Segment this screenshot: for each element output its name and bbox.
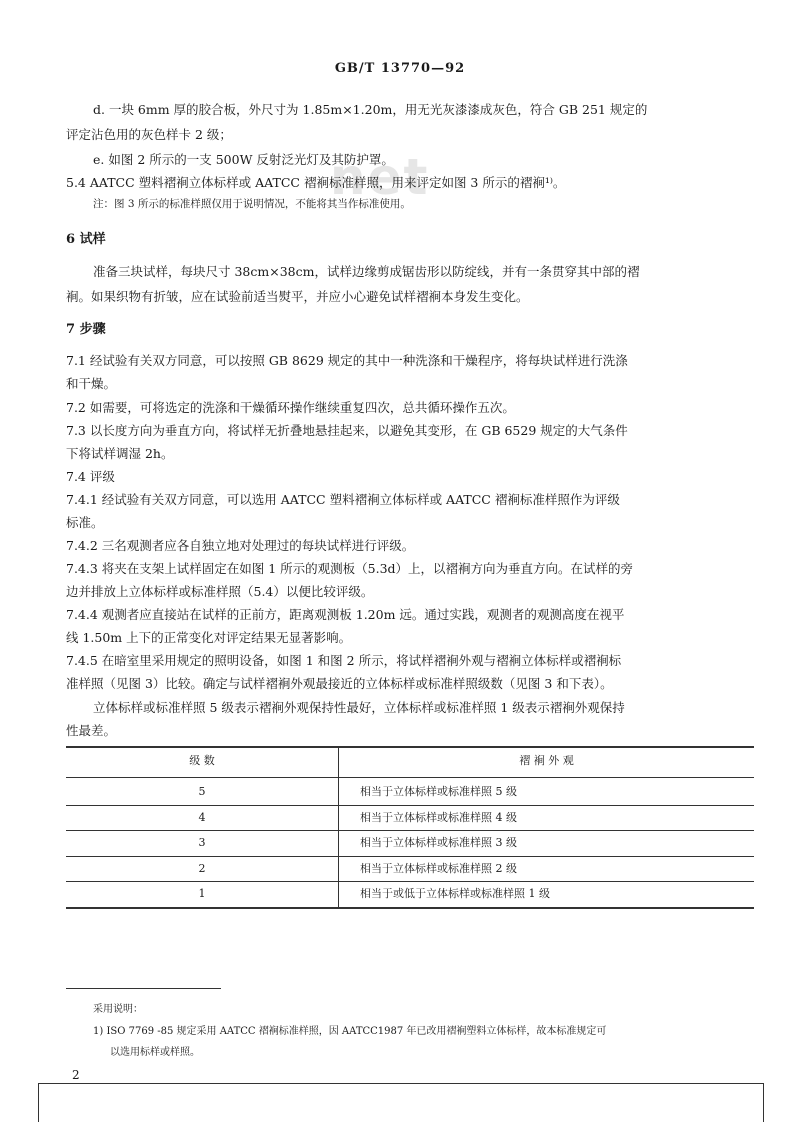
table-row-rule (66, 805, 754, 806)
footnote-title: 采用说明： (93, 1004, 143, 1015)
table-cell-grade: 3 (198, 836, 206, 849)
body-line: 准备三块试样，每块尺寸 38cm×38cm，试样边缘剪成锯齿形以防绽线，并有一条贯穿其中部的褶 (93, 264, 640, 279)
body-line: 7.2 如需要，可将选定的洗涤和干燥循环操作继续重复四次，总共循环操作五次。 (66, 400, 515, 415)
note-text: 注：图 3 所示的标准样照仅用于说明情况，不能将其当作标准使用。 (93, 198, 411, 210)
body-line: 评定沾色用的灰色样卡 2 级； (66, 127, 232, 142)
table-row-rule (66, 830, 754, 831)
body-line: 7.4.2 三名观测者应各自独立地对处理过的每块试样进行评级。 (66, 538, 415, 553)
table-row-rule (66, 856, 754, 857)
document-header: GB/T 13770—92 (334, 61, 466, 76)
body-line: 7.4.3 将夹在支架上试样固定在如图 1 所示的观测板（5.3d）上，以褶裥方向为垂直方向。在试样的旁 (66, 561, 634, 576)
body-line: 7.1 经试验有关双方同意，可以按照 GB 8629 规定的其中一种洗涤和干燥程序，将每块试样进行洗涤 (66, 353, 628, 368)
table-cell-grade: 4 (198, 810, 206, 824)
table-top-rule (66, 746, 754, 748)
table-cell-appearance: 相当于立体标样或标准样照 3 级 (360, 836, 517, 849)
body-line: 和干燥。 (66, 376, 117, 391)
watermark: net (330, 148, 430, 206)
body-line: 下将试样调湿 2h。 (66, 446, 174, 461)
body-line: 准样照（见图 3）比较。确定与试样褶裥外观最接近的立体标样或标准样照级数（见图 3 和下表）。 (66, 676, 613, 691)
body-line: 7.4.1 经试验有关双方同意，可以选用 AATCC 塑料褶裥立体标样或 AATCC 褶裥标准样照作为评级 (66, 492, 620, 507)
body-line: 标准。 (66, 515, 104, 530)
body-line: 7.4.5 在暗室里采用规定的照明设备，如图 1 和图 2 所示，将试样褶裥外观与褶裥立体标样或褶裥标 (66, 653, 622, 668)
table-row-rule (66, 881, 754, 882)
body-line: e. 如图 2 所示的一支 500W 反射泛光灯及其防护罩。 (93, 152, 394, 167)
footnote-line-2: 以选用标样或样照。 (110, 1047, 200, 1058)
page-border-frame (38, 1083, 764, 1122)
table-cell-appearance: 相当于立体标样或标准样照 5 级 (360, 785, 517, 798)
body-line: 5.4 AATCC 塑料褶裥立体标样或 AATCC 褶裥标准样照，用来评定如图 3 所示的褶裥¹⁾。 (66, 175, 566, 190)
body-line: 边并排放上立体标样或标准样照（5.4）以便比较评级。 (66, 584, 374, 599)
table-cell-appearance: 相当于立体标样或标准样照 2 级 (360, 861, 517, 875)
body-line: d. 一块 6mm 厚的胶合板，外尺寸为 1.85m×1.20m，用无光灰漆漆成灰色，符合 GB 251 规定的 (93, 102, 648, 117)
table-cell-grade: 1 (198, 887, 206, 900)
body-line: 裥。如果织物有折皱，应在试验前适当熨平，并应小心避免试样褶裥本身发生变化。 (66, 289, 529, 304)
table-cell-grade: 5 (198, 785, 206, 798)
footnote-rule (66, 988, 221, 989)
body-line: 线 1.50m 上下的正常变化对评定结果无显著影响。 (66, 630, 352, 645)
table-cell-appearance: 相当于或低于立体标样或标准样照 1 级 (360, 887, 550, 900)
table-bottom-rule (66, 907, 754, 909)
section-heading: 6 试样 (66, 232, 106, 247)
body-line: 立体标样或标准样照 5 级表示褶裥外观保持性最好，立体标样或标准样照 1 级表示褶裥外观保持 (93, 700, 625, 715)
body-line: 性最差。 (66, 723, 117, 738)
table-cell-appearance: 相当于立体标样或标准样照 4 级 (360, 810, 517, 824)
table-header-grade: 级 数 (189, 754, 215, 767)
table-cell-grade: 2 (198, 861, 206, 875)
page-number: 2 (72, 1068, 80, 1082)
section-heading: 7 步骤 (66, 322, 106, 337)
footnote-line-1: 1) ISO 7769 -85 规定采用 AATCC 褶裥标准样照，因 AATCC1987 年已改用褶裥塑料立体标样，故本标准规定可 (93, 1026, 607, 1037)
table-header-rule (66, 777, 754, 778)
body-line: 7.4.4 观测者应直接站在试样的正前方，距离观测板 1.20m 远。通过实践，观测者的观测高度在视平 (66, 607, 625, 622)
body-line: 7.3 以长度方向为垂直方向，将试样无折叠地悬挂起来，以避免其变形，在 GB 6529 规定的大气条件 (66, 423, 628, 438)
table-header-appearance: 褶 裥 外 观 (519, 754, 574, 767)
body-line: 7.4 评级 (66, 469, 115, 484)
